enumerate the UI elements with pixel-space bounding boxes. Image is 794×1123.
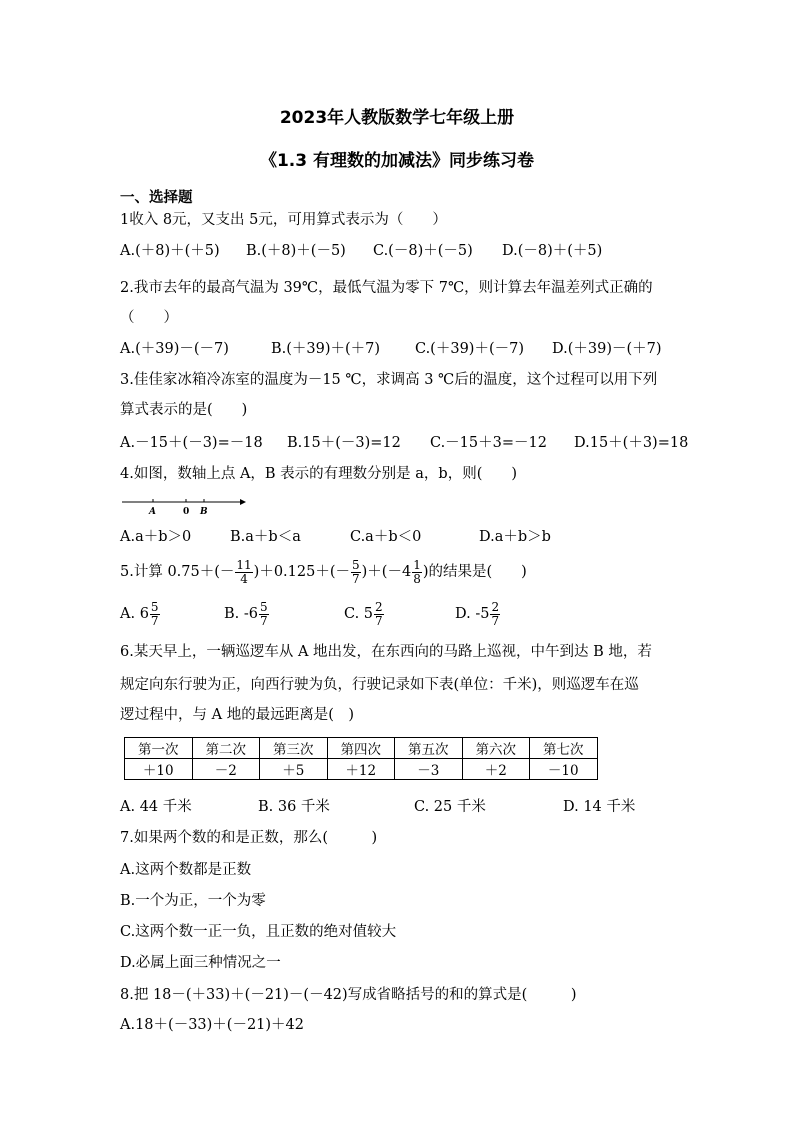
q4-option-d: D.a＋b＞b (479, 529, 551, 545)
q7-option-b: B.一个为正，一个为零 (120, 893, 266, 909)
q5-option-d-lead: D. -5 (455, 606, 490, 622)
q5-f2-numerator: 5 (352, 557, 360, 572)
q5-option-c-denominator: 7 (375, 613, 383, 628)
q5-fraction-2 (351, 559, 361, 586)
label-b: B (200, 507, 208, 517)
q5-option-b (224, 596, 270, 632)
q5-fraction-3 (412, 559, 422, 586)
table-header-cell: 第一次 (125, 738, 193, 759)
table-cell: ＋10 (125, 759, 193, 780)
q5-f3-numerator: 1 (413, 557, 421, 572)
q5-mid1: )＋0.125＋(－ (253, 564, 350, 580)
q1-option-d: D.(－8)＋(＋5) (502, 243, 603, 259)
question-6-stem-line2: 规定向东行驶为正，向西行驶为负，行驶记录如下表(单位：千米)，则巡逻车在巡 (120, 677, 639, 693)
question-4-stem: 4.如图，数轴上点 A，B 表示的有理数分别是 a，b，则( ) (120, 466, 518, 482)
q3-option-a: A.－15＋(－3)=－18 (120, 435, 263, 451)
q5-option-a-fraction (150, 601, 160, 628)
q5-option-d-denominator: 7 (491, 613, 500, 628)
question-2-stem-line1: 2.我市去年的最高气温为 39℃，最低气温为零下 7℃，则计算去年温差列式正确的 (120, 280, 653, 296)
q6-option-c: C. 25 千米 (414, 799, 486, 815)
q5-option-b-numerator: 5 (260, 599, 268, 614)
q5-option-b-denominator: 7 (260, 613, 268, 628)
q5-fraction-1 (235, 559, 252, 586)
table-cell: －10 (530, 759, 598, 780)
q2-option-d: D.(＋39)－(＋7) (552, 341, 662, 357)
table-cell: ＋2 (462, 759, 530, 780)
table-row (125, 759, 598, 780)
q6-option-b: B. 36 千米 (258, 799, 330, 815)
q5-option-c-lead: C. 5 (344, 606, 374, 622)
table-header-cell: 第二次 (192, 738, 260, 759)
question-8-stem: 8.把 18－(＋33)＋(－21)－(－42)写成省略括号的和的算式是( ) (120, 987, 577, 1003)
table-cell: －3 (395, 759, 463, 780)
q7-option-c: C.这两个数一正一负，且正数的绝对值较大 (120, 924, 397, 940)
table-header-cell: 第六次 (462, 738, 530, 759)
table-header-cell: 第五次 (395, 738, 463, 759)
q2-option-c: C.(＋39)＋(－7) (415, 341, 524, 357)
q3-option-d: D.15＋(＋3)=18 (574, 435, 689, 451)
q5-option-c-fraction (374, 601, 384, 628)
q5-option-c-numerator: 2 (375, 599, 383, 614)
q5-prefix: 5.计算 0.75＋(－ (120, 564, 235, 580)
table-header-cell: 第三次 (260, 738, 328, 759)
question-2-stem-line2: （ ） (120, 310, 178, 326)
q5-option-b-lead: B. -6 (224, 606, 258, 622)
q5-f1-denominator: 4 (240, 571, 248, 586)
q4-option-b: B.a＋b＜a (230, 529, 301, 545)
q4-option-a: A.a＋b＞0 (120, 529, 192, 545)
label-a: A (149, 507, 156, 517)
table-header-cell: 第四次 (327, 738, 395, 759)
table-cell: ＋12 (327, 759, 395, 780)
q5-option-a-denominator: 7 (150, 613, 159, 628)
question-6-stem-line3: 逻过程中，与 A 地的最远距离是( ) (120, 707, 355, 723)
document-subtitle: 《1.3 有理数的加减法》同步练习卷 (259, 151, 535, 171)
q3-option-c: C.－15＋3=－12 (430, 435, 547, 451)
table-cell: ＋5 (260, 759, 328, 780)
question-6-stem-line1: 6.某天早上，一辆巡逻车从 A 地出发，在东西向的马路上巡视，中午到达 B 地，若 (120, 644, 652, 660)
number-line-arrow (240, 499, 246, 505)
section-heading: 一、选择题 (120, 190, 193, 206)
q1-option-c: C.(－8)＋(－5) (373, 243, 473, 259)
question-1-stem: 1收入 8元，又支出 5元，可用算式表示为（ ） (120, 212, 447, 228)
q5-option-d-fraction (490, 601, 500, 628)
q5-option-a-lead: A. 6 (120, 606, 149, 622)
q6-option-a: A. 44 千米 (120, 799, 192, 815)
q8-option-a: A.18＋(－33)＋(－21)＋42 (120, 1017, 305, 1033)
q5-mid2: )＋(－4 (361, 564, 412, 580)
q4-option-c: C.a＋b＜0 (350, 529, 422, 545)
q5-option-c (344, 596, 385, 632)
q5-option-a-numerator: 5 (150, 599, 159, 614)
number-line-figure (120, 494, 250, 518)
q1-option-a: A.(＋8)＋(＋5) (120, 243, 220, 259)
q1-option-b: B.(＋8)＋(－5) (246, 243, 346, 259)
table-cell: －2 (192, 759, 260, 780)
q5-f3-denominator: 8 (413, 571, 421, 586)
q5-option-a (120, 596, 161, 632)
question-7-stem: 7.如果两个数的和是正数，那么( ) (120, 830, 378, 846)
q5-f1-numerator: 11 (236, 557, 252, 572)
label-zero: 0 (183, 507, 190, 517)
q6-option-d: D. 14 千米 (563, 799, 636, 815)
question-3-stem-line2: 算式表示的是( ) (120, 402, 248, 418)
question-5-stem (120, 552, 527, 592)
question-3-stem-line1: 3.佳佳家冰箱冷冻室的温度为－15 ℃，求调高 3 ℃后的温度，这个过程可以用下列 (120, 372, 658, 388)
q2-option-a: A.(＋39)－(－7) (120, 341, 229, 357)
q2-option-b: B.(＋39)＋(＋7) (271, 341, 381, 357)
table-header-cell: 第七次 (530, 738, 598, 759)
patrol-record-table (124, 737, 598, 780)
q5-option-b-fraction (259, 601, 269, 628)
q5-option-d-numerator: 2 (491, 599, 500, 614)
q7-option-d: D.必属上面三种情况之一 (120, 955, 281, 971)
q3-option-b: B.15＋(－3)=12 (287, 435, 401, 451)
q5-suffix: )的结果是( ) (422, 564, 527, 580)
q5-option-d (455, 596, 501, 632)
q7-option-a: A.这两个数都是正数 (120, 862, 252, 878)
table-header-row (125, 738, 598, 759)
document-title: 2023年人教版数学七年级上册 (279, 108, 515, 128)
q5-f2-denominator: 7 (352, 571, 360, 586)
